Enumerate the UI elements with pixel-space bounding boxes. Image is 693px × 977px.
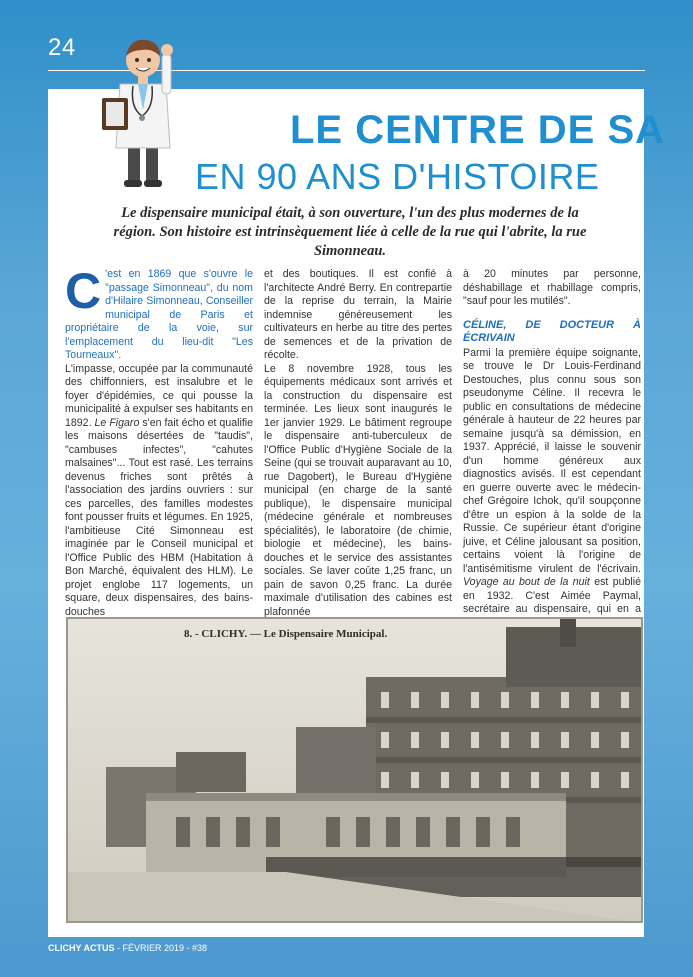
- dispensary-postcard-image: [66, 617, 643, 923]
- footer-issue: - FÉVRIER 2019 - #38: [114, 943, 208, 953]
- book-title: Voyage au bout de la nuit: [463, 576, 590, 588]
- photo-caption: 8. - CLICHY. — Le Dispensaire Municipal.: [184, 628, 388, 640]
- body-text: et des boutiques. Il est confié à l'architecte André Berry. En contrepartie de la reprise du terrain, la Mairie indemnise généreusement les cultivateurs en herbe au titre des pertes de semences et de la privation de récolte.: [264, 268, 452, 361]
- drop-cap: C: [65, 263, 102, 319]
- body-text: à 20 minutes par personne, déshabillage et rhabillage compris, "sauf pour les mutilés".: [463, 268, 641, 307]
- lead-paragraph: 'est en 1869 que s'ouvre le "passage Simonneau", du nom d'Hilaire Simonneau, Conseiller municipal de Paris et propriétaire de la voie, sur l'emplacement du lieu-dit "Les Tourneaux".: [65, 268, 253, 361]
- footer: [48, 943, 207, 953]
- title-line-2: EN 90 ANS D'HISTOIRE: [195, 156, 600, 197]
- article-column-1: [65, 263, 254, 619]
- historic-photo: [66, 617, 643, 923]
- title-line-1: LE CENTRE DE SA: [290, 108, 666, 152]
- body-text: Parmi la première équipe soignante, se trouve le Dr Louis-Ferdinand Destouches, plus connu sous son pseudonyme Céline. Il recevra le public en consultations de médecine générale à hauteur de 22 heures par semaine jusqu'à sa démission, en 1937. Apprécié, il laisse le souvenir d'un homme généreux aux diagnostics avisés. Il est cependant en guerre ouverte avec le médecin-chef Grégoire Ichok, qu'il soupçonne d'être un espion à la solde de la Russie. Ce supérieur étant d'origine juive, et Céline jalousant sa position, certains voient là l'origine de l'antisémitisme virulent de l'écrivain.: [463, 346, 641, 575]
- footer-brand: CLICHY ACTUS: [48, 943, 115, 953]
- newspaper-title: Le Figaro: [94, 416, 140, 429]
- section-subhead: CÉLINE, DE DOCTEUR À ÉCRIVAIN: [463, 318, 641, 344]
- doctor-illustration: [100, 30, 195, 192]
- intro-paragraph: Le dispensaire municipal était, à son ouverture, l'un des plus modernes de la région. Son histoire est intrinsèquement liée à celle de la rue qui l'abrite, la rue Simonneau.: [113, 205, 587, 259]
- page-number: 24: [48, 34, 76, 61]
- body-text: L'impasse, occupée par la communauté des chiffonniers, est insalubre et le foyer d'épidémies, ce qui pousse la municipalité à expulser ses habitants en 1892.: [65, 362, 253, 429]
- article-column-3: [463, 268, 641, 630]
- body-text: est publié en 1932. C'est Aimée Paymal, secrétaire au dispensaire, qui en a: [463, 576, 642, 615]
- article-column-2: [264, 268, 452, 619]
- body-text: s'en fait écho et qualifie les maisons désertées de "taudis", "cambuses infectes", "cahutes malsaines"... Tout est rasé. Les terrains devenus friches sont prêtés à l'association des jardins ouvriers : sur ces parcelles, des familles modestes font pousser fruits et légumes. En 1925, l'ambitieuse Cité Simonneau est imaginée par le Conseil municipal et l'Office Public des HBM (Habitation à Bon Marché, équivalent des HLM). Le projet englobe 117 logements, un square, deux dispensaires, des bains-douches: [65, 416, 254, 618]
- body-text: Le 8 novembre 1928, tous les équipements médicaux sont arrivés et la construction du dispensaire est terminée. Les lieux sont inaugurés le 1er janvier 1929. Le bâtiment regroupe le dispensaire anti-tuberculeux de l'Office Public d'Hygiène Sociale de la Seine (qui se trouvait auparavant au 10, rue Dagobert), le Bureau d'Hygiène municipal (en charge de la santé publique), le dispensaire municipal (médecine générale et nombreuses spécialités), le laboratoire (de chimie, biologie et médecine), les bains-douches et le service des assistantes sociales. Se laver coûte 1,25 franc, un pain de savon 0,25 franc. La durée maximale d'utilisation des cabines est plafonnée: [264, 362, 452, 618]
